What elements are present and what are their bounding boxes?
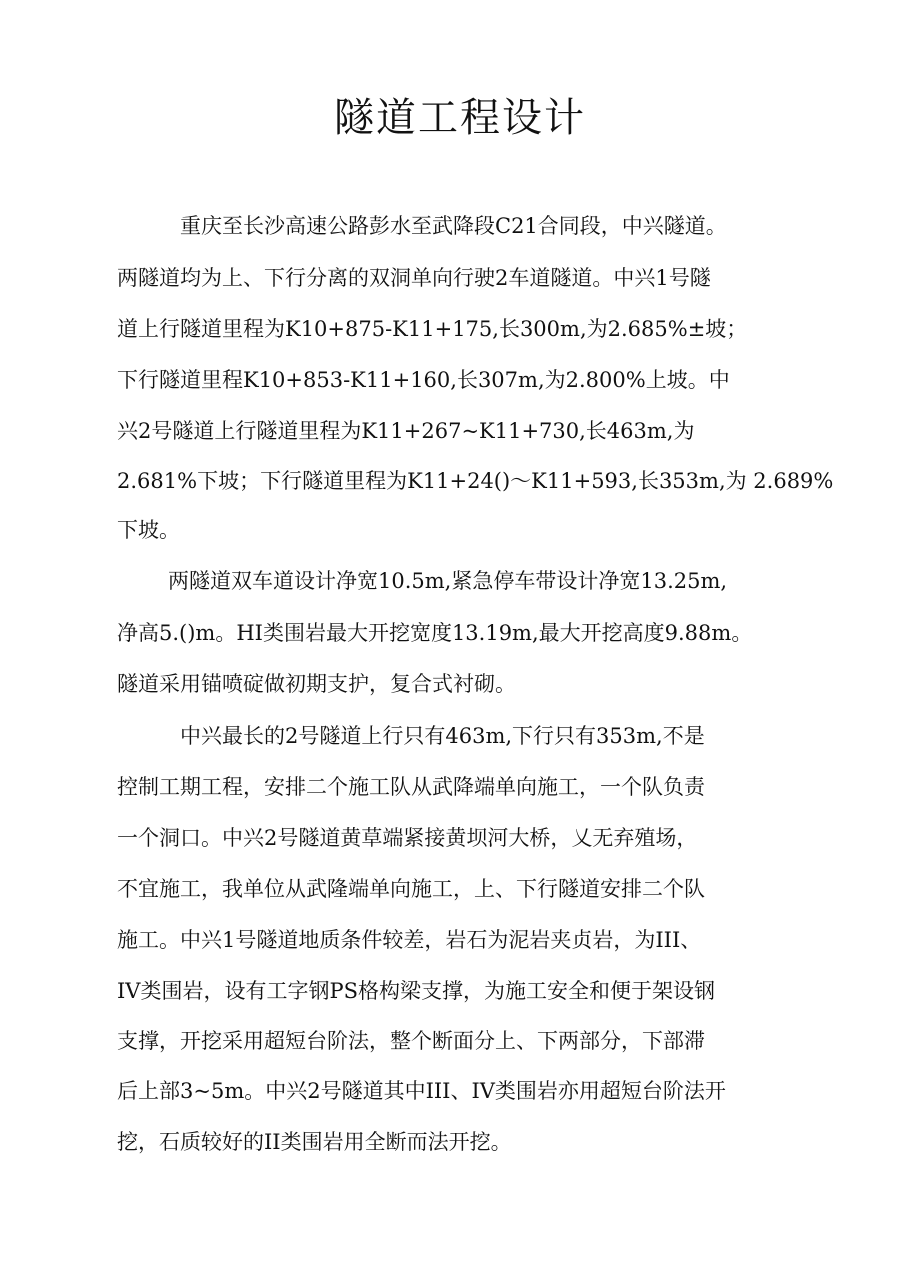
text-line: 施工。中兴1号隧道地质条件较差，岩石为泥岩夹贞岩，为III、 [117,928,702,952]
text-line: 挖，石质较好的II类围岩用全断而法开挖。 [117,1130,512,1154]
text-line: 重庆至长沙高速公路彭水至武降段C21合同段，中兴隧道。 [180,214,727,238]
text-line: 后上部3~5m。中兴2号隧道其中III、IV类围岩亦用超短台阶法开 [117,1079,726,1103]
text-line: 下行隧道里程K10+853-K11+160,长307m,为2.800%上坡。中 [117,368,730,392]
text-line: 兴2号隧道上行隧道里程为K11+267~K11+730,长463m,为 [117,419,695,443]
text-line: IV类围岩，设有工字钢PS格构梁支撑，为施工安全和便于架设钢 [117,979,715,1003]
text-line: 2.681%下坡；下行隧道里程为K11+24()～K11+593,长353m,为 2.689% [117,469,834,493]
text-line: 隧道采用锚喷碇做初期支护，复合式衬砌。 [117,672,516,696]
document-title: 隧道工程设计 [334,95,586,141]
text-line: 支撑，开挖采用超短台阶法，整个断面分上、下两部分，下部滞 [117,1029,705,1053]
text-line: 两隧道双车道设计净宽10.5m,紧急停车带设计净宽13.25m, [168,569,728,593]
text-line: 控制工期工程，安排二个施工队从武降端单向施工，一个队负责 [117,775,705,799]
text-line: 净高5.()m。HI类围岩最大开挖宽度13.19m,最大开挖高度9.88m。 [117,621,753,645]
text-line: 两隧道均为上、下行分离的双洞单向行驶2车道隧道。中兴1号隧 [117,266,711,290]
text-line: 一个洞口。中兴2号隧道黄草端紧接黄坝河大桥，乂无弃殖场， [117,826,698,850]
text-line: 下坡。 [117,518,180,542]
text-line: 中兴最长的2号隧道上行只有463m,下行只有353m,不是 [180,724,705,748]
text-line: 不宜施工，我单位从武隆端单向施工，上、下行隧道安排二个队 [117,877,705,901]
text-line: 道上行隧道里程为K10+875-K11+175,长300m,为2.685%±坡； [117,317,748,341]
